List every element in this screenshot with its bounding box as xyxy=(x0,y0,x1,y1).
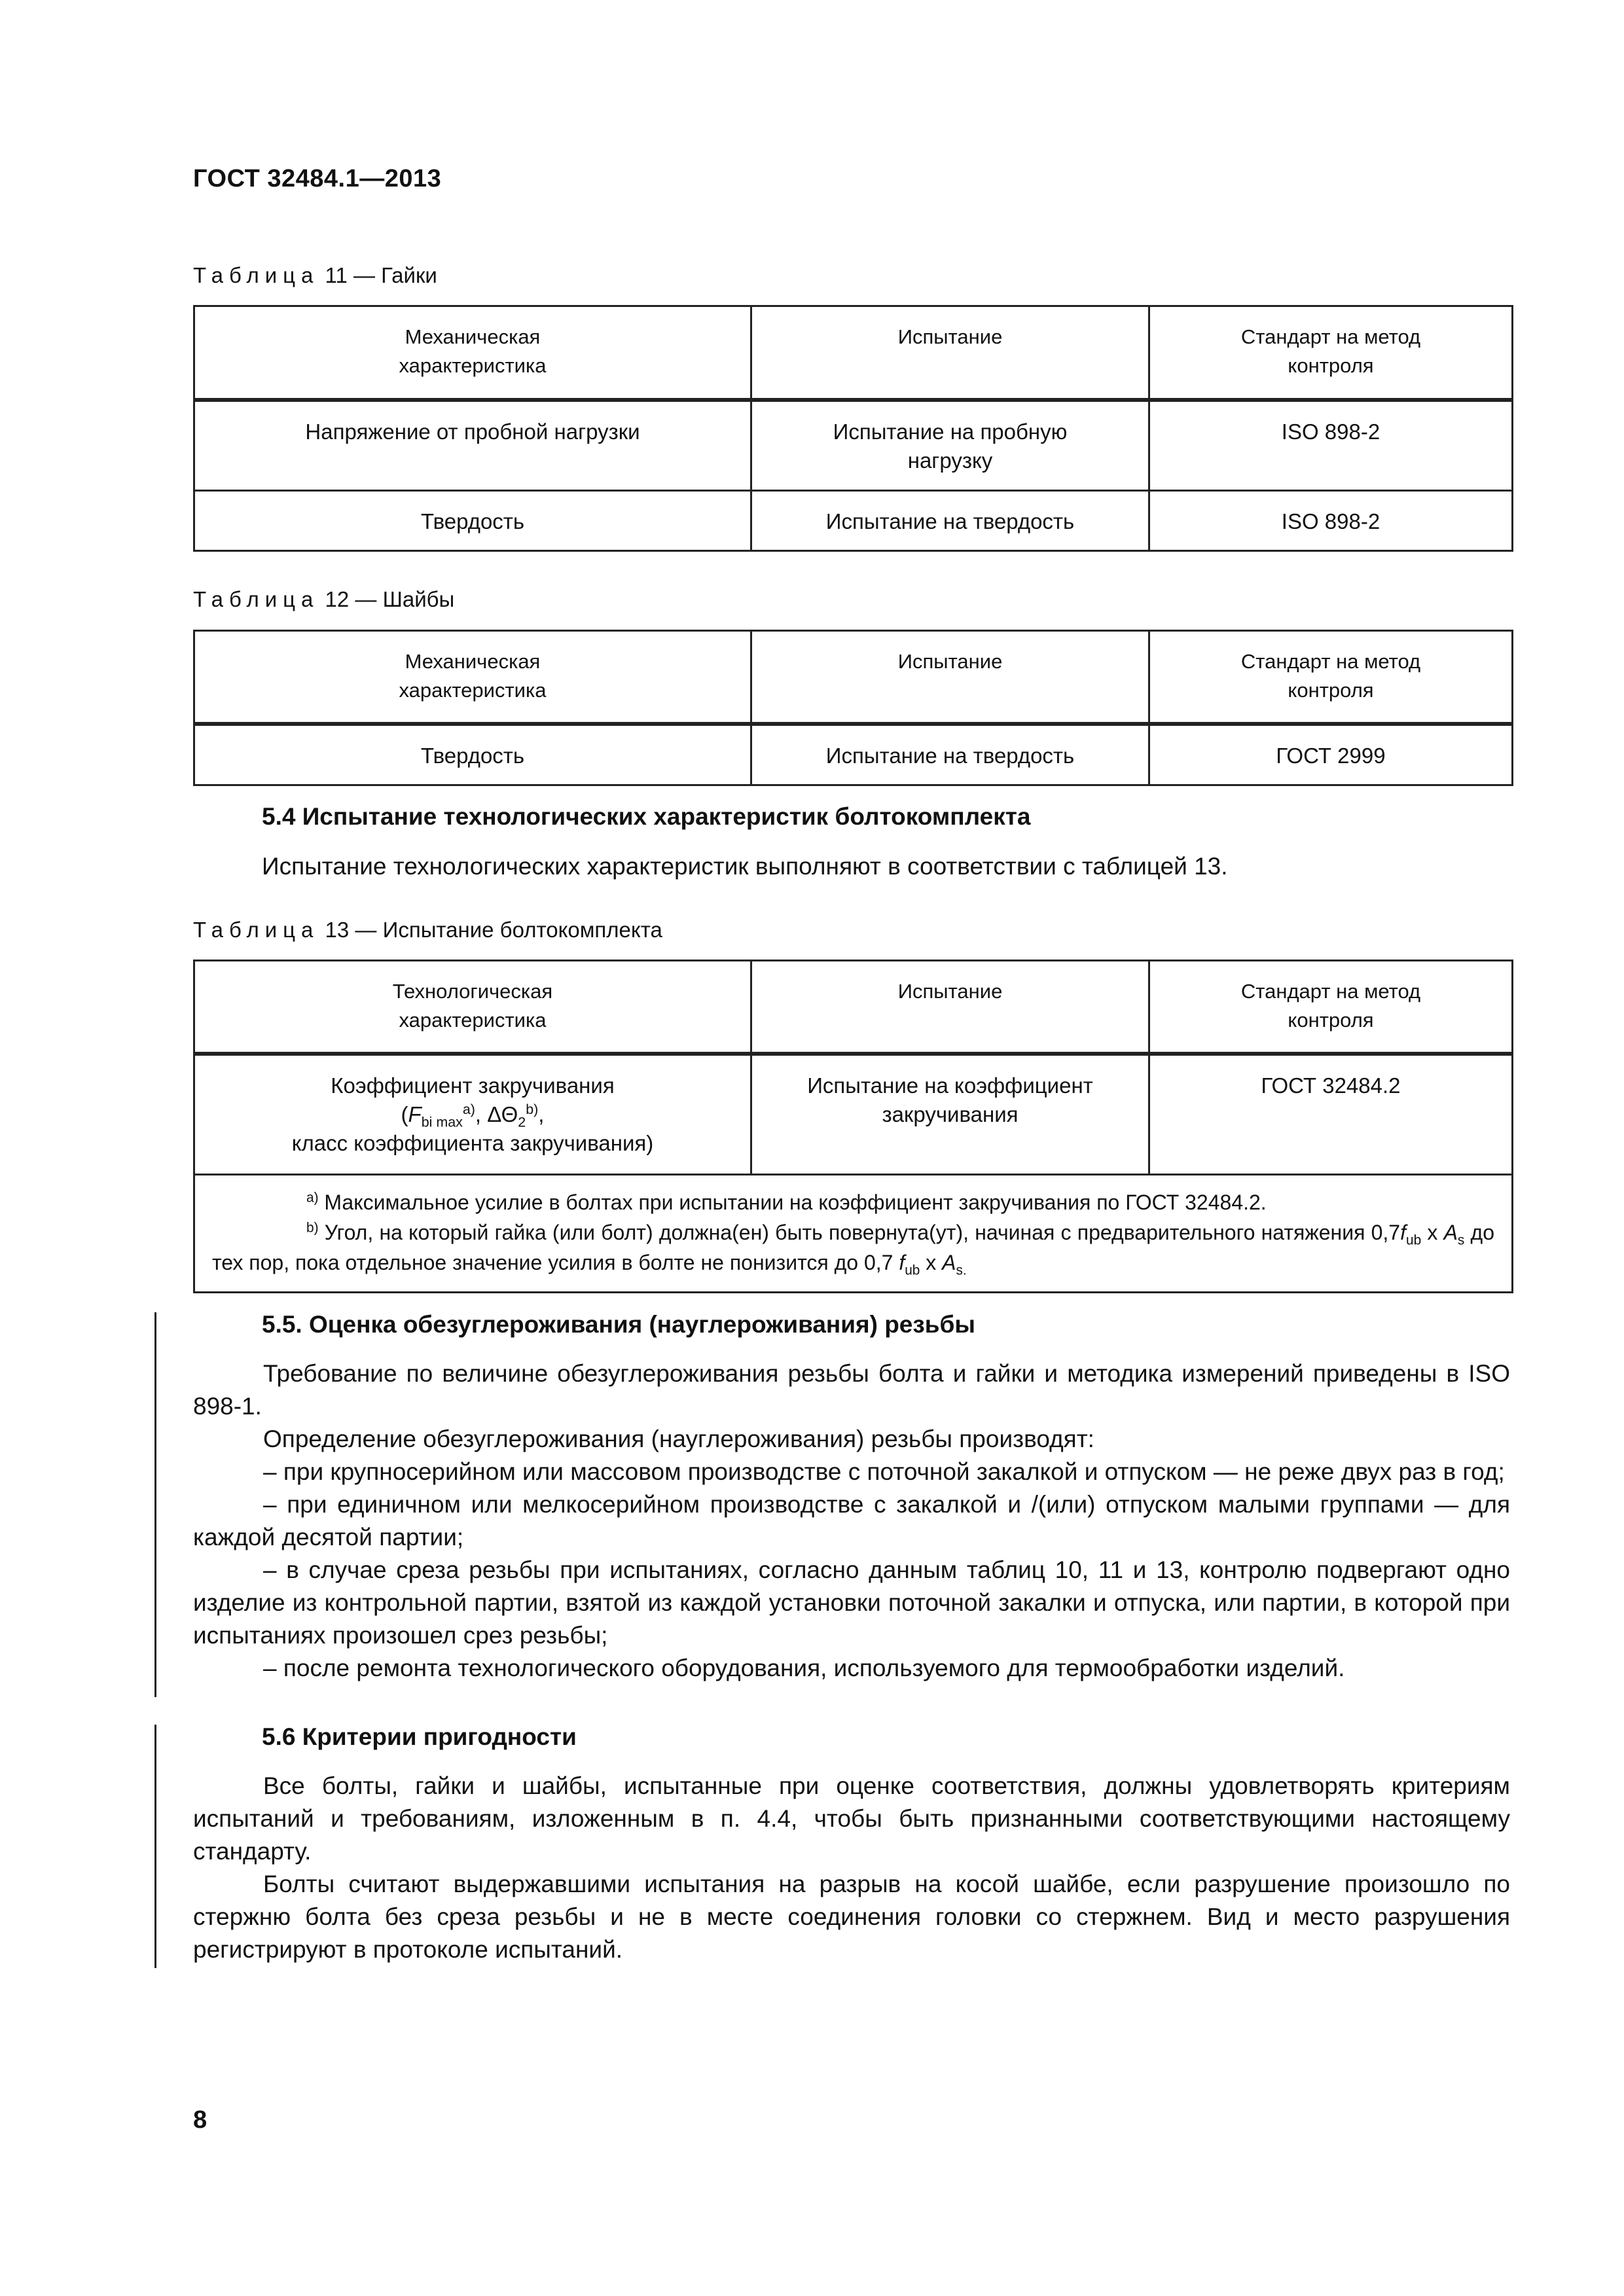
table-cell: Твердость xyxy=(194,491,751,551)
table-header-cell: Технологическая характеристика xyxy=(194,961,751,1054)
section-5-4-heading: 5.4 Испытание технологических характеристик болтокомплекта xyxy=(262,803,1031,830)
table-cell: Испытание на пробную нагрузку xyxy=(751,400,1149,491)
paragraph: – в случае среза резьбы при испытаниях, согласно данным таблиц 10, 11 и 13, контролю подвергают одно изделие из контрольной партии, взятой из каждой установки поточной закалки и отпуска, или партии, в которой при испытаниях произошел срез резьбы; xyxy=(193,1556,1510,1649)
table-notes-row xyxy=(194,1175,1513,1293)
table-caption-label: Таблица xyxy=(193,263,319,287)
table-notes xyxy=(194,1175,1513,1293)
table-11-caption: Таблица 11 — Гайки xyxy=(193,263,437,287)
table-cell: Коэффициент закручивания ($F_{bi max}^{a)}$, $\Delta\Theta_2^{b)}$, класс коэффициента закручивания) xyxy=(194,1054,751,1175)
paragraph: Все болты, гайки и шайбы, испытанные при оценке соответствия, должны удовлетворять критериям испытаний и требованиям, изложенным в п. 4.4, чтобы быть признанными соответствующими настоящему стандарту. xyxy=(193,1772,1510,1865)
paragraph: – после ремонта технологического оборудования, используемого для термообработки изделий. xyxy=(263,1655,1345,1681)
change-bar xyxy=(154,1725,156,1968)
table-header-cell: Стандарт на метод контроля xyxy=(1149,961,1513,1054)
paragraph: – при единичном или мелкосерийном производстве с закалкой и /(или) отпуском малыми группами — для каждой десятой партии; xyxy=(193,1491,1510,1551)
table-cell: Испытание на коэффициент закручивания xyxy=(751,1054,1149,1175)
note-a: $^{a)}$ Максимальное усилие в болтах при испытании на коэффициент закручивания по ГОСТ 32484.2. xyxy=(306,1190,1267,1214)
page-number: 8 xyxy=(193,2106,208,2134)
table-header-row xyxy=(194,631,1513,724)
table-cell: ГОСТ 2999 xyxy=(1149,724,1513,785)
section-5-5-body xyxy=(193,1357,1510,1685)
table-11 xyxy=(193,305,1513,552)
table-cell: Испытание на твердость xyxy=(751,491,1149,551)
table-header-cell: Механическая характеристика xyxy=(194,306,751,400)
table-cell: ISO 898-2 xyxy=(1149,400,1513,491)
table-13 xyxy=(193,960,1513,1293)
paragraph: Болты считают выдержавшими испытания на разрыв на косой шайбе, если разрушение произошло по стержню болта без среза резьбы и не в месте соединения головки со стержнем. Вид и место разрушения регистрируют в протоколе испытаний. xyxy=(193,1871,1510,1963)
table-header-cell: Стандарт на метод контроля xyxy=(1149,306,1513,400)
table-caption-label: Таблица xyxy=(193,918,319,942)
section-5-4-text: Испытание технологических характеристик выполняют в соответствии с таблицей 13. xyxy=(262,853,1228,880)
paragraph: Определение обезуглероживания (науглероживания) резьбы производят: xyxy=(263,1426,1094,1452)
table-cell: ISO 898-2 xyxy=(1149,491,1513,551)
table-header-cell: Испытание xyxy=(751,306,1149,400)
section-5-5-heading: 5.5. Оценка обезуглероживания (науглероживания) резьбы xyxy=(262,1311,975,1338)
table-13-caption: Таблица 13 — Испытание болтокомплекта xyxy=(193,918,662,942)
table-header-cell: Механическая характеристика xyxy=(194,631,751,724)
table-row xyxy=(194,724,1513,785)
paragraph: Требование по величине обезуглероживания резьбы болта и гайки и методика измерений приведены в ISO 898-1. xyxy=(193,1360,1510,1420)
table-row xyxy=(194,1054,1513,1175)
table-header-cell: Испытание xyxy=(751,631,1149,724)
document-code: ГОСТ 32484.1—2013 xyxy=(193,165,442,192)
table-cell: Твердость xyxy=(194,724,751,785)
section-5-6-heading: 5.6 Критерии пригодности xyxy=(262,1723,577,1750)
table-header-cell: Испытание xyxy=(751,961,1149,1054)
table-cell: ГОСТ 32484.2 xyxy=(1149,1054,1513,1175)
table-cell: Напряжение от пробной нагрузки xyxy=(194,400,751,491)
table-row xyxy=(194,491,1513,551)
table-header-cell: Стандарт на метод контроля xyxy=(1149,631,1513,724)
table-header-row xyxy=(194,961,1513,1054)
table-12 xyxy=(193,630,1513,786)
table-cell: Испытание на твердость xyxy=(751,724,1149,785)
table-header-row xyxy=(194,306,1513,400)
table-caption-label: Таблица xyxy=(193,587,319,611)
paragraph: – при крупносерийном или массовом производстве с поточной закалкой и отпуском — не реже двух раз в год; xyxy=(263,1458,1505,1485)
change-bar xyxy=(154,1312,156,1697)
table-12-caption: Таблица 12 — Шайбы xyxy=(193,587,455,611)
note-b: $^{b)}$ Угол, на который гайка (или болт) должна(ен) быть повернута(ут), начиная с предварительного натяжения $0,7f_{ub}$ х $A_s$ до тех пор, пока отдельное значение усилия в болте не понизится до 0,7 $f_{ub}$ х $A_{s.}$ xyxy=(212,1220,1495,1278)
section-5-6-body xyxy=(193,1770,1510,1966)
table-row xyxy=(194,400,1513,491)
